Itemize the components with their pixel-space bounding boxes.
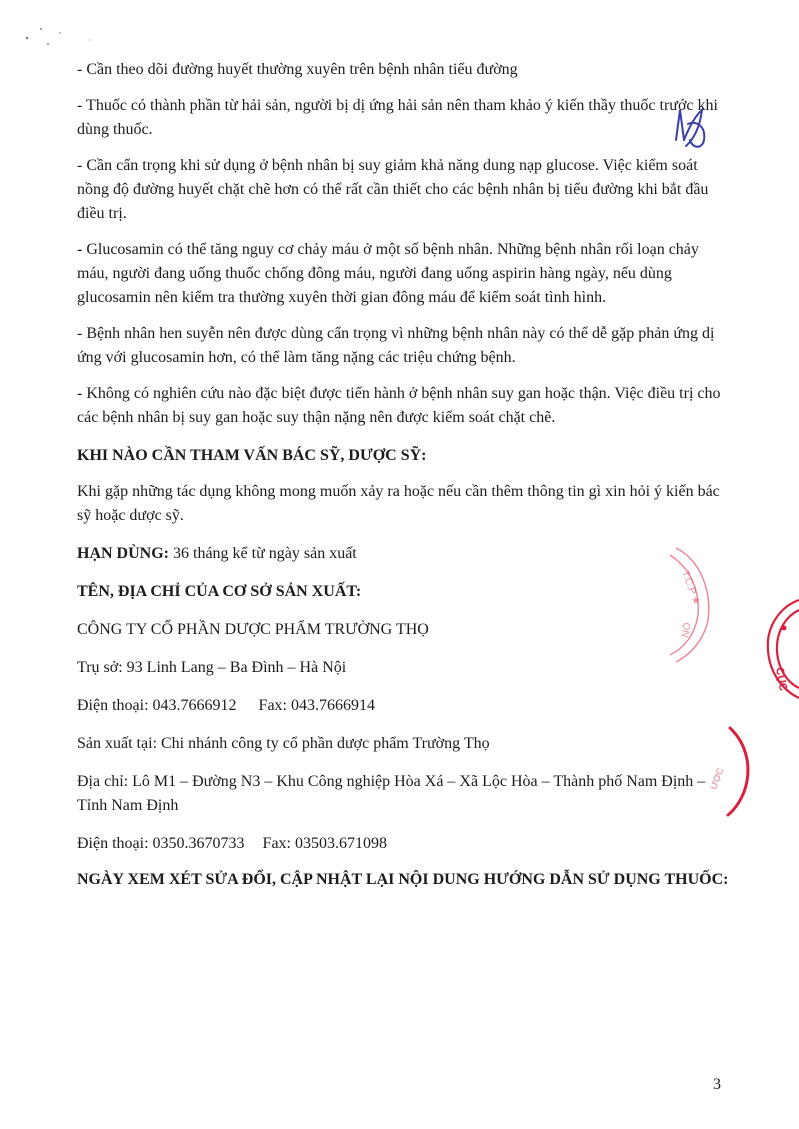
- svg-text:CỤC: CỤC: [773, 666, 790, 693]
- head-office: Trụ sở: 93 Linh Lang – Ba Đình – Hà Nội: [77, 659, 347, 676]
- scan-artifact-dots: [0, 0, 120, 60]
- revision-heading: NGÀY XEM XÉT SỬA ĐỔI, CẬP NHẬT LẠI NỘI DUNG HƯỚNG DẪN SỬ DỤNG THUỐC:: [77, 871, 729, 888]
- precaution-item: - Cần cẩn trọng khi sử dụng ở bệnh nhân bị suy giảm khả năng dung nạp glucose. Việc kiểm soát nồng độ đường huyết chặt chẽ hơn có thể rất cần thiết cho các bệnh nhân bị tiểu đường khi bắt đầu điều trị.: [77, 157, 709, 222]
- document-body: [77, 58, 729, 892]
- fax: Fax: 043.7666914: [258, 697, 375, 714]
- fax2: Fax: 03503.671098: [262, 835, 387, 852]
- official-stamp-text: [773, 626, 789, 693]
- factory-contact-line: [77, 832, 729, 856]
- svg-text:T.C.P ★: T.C.P ★: [679, 569, 702, 607]
- consult-text: Khi gặp những tác dụng không mong muốn xảy ra hoặc nếu cần thêm thông tin gì xin hỏi ý kiến bác sỹ hoặc dược sỹ.: [77, 483, 720, 524]
- manufacturer-heading: TÊN, ĐỊA CHỈ CỦA CƠ SỞ SẢN XUẤT:: [77, 583, 362, 600]
- stamp-edge-stroke: [728, 728, 748, 815]
- page-number: 3: [713, 1076, 721, 1093]
- precaution-item: - Glucosamin có thể tăng nguy cơ chảy máu ở một số bệnh nhân. Những bệnh nhân rối loạn chảy máu, người đang uống thuốc chống đông máu, người đang uống aspirin hàng ngày, nếu dùng glucosamin nên kiểm tra thường xuyên thời gian đông máu để kiểm soát tình hình.: [77, 241, 699, 306]
- factory-address: Địa chỉ: Lô M1 – Đường N3 – Khu Công nghiệp Hòa Xá – Xã Lộc Hòa – Thành phố Nam Định – Tỉnh Nam Định: [77, 773, 706, 814]
- svg-text:ỌN: ỌN: [678, 621, 692, 639]
- svg-text:ƯỢC: ƯỢC: [708, 766, 726, 791]
- precaution-item: - Cần theo dõi đường huyết thường xuyên trên bệnh nhân tiểu đường: [77, 61, 518, 78]
- phone: Điện thoại: 043.7666912: [77, 697, 237, 714]
- precaution-item: - Bệnh nhân hen suyễn nên được dùng cẩn trọng vì những bệnh nhân này có thể dễ gặp phản ứng dị ứng với glucosamin hơn, có thể làm tăng nặng các triệu chứng bệnh.: [77, 325, 715, 366]
- official-stamp: [768, 600, 799, 698]
- precaution-item: - Thuốc có thành phần từ hải sản, người bị dị ứng hải sản nên tham khảo ý kiến thầy thuốc trước khi dùng thuốc.: [77, 97, 718, 138]
- consult-heading: KHI NÀO CẦN THAM VẤN BÁC SỸ, DƯỢC SỸ:: [77, 447, 427, 464]
- shelf-life: [77, 542, 729, 566]
- contact-line: [77, 694, 729, 718]
- production-site: Sản xuất tại: Chi nhánh công ty cổ phần dược phẩm Trường Thọ: [77, 735, 490, 752]
- precaution-item: - Không có nghiên cứu nào đặc biệt được tiến hành ở bệnh nhân suy gan hoặc thận. Việc điều trị cho các bệnh nhân bị suy gan hoặc suy thận nặng nên được kiểm soát chặt chẽ.: [77, 385, 721, 426]
- shelf-life-value: 36 tháng kể từ ngày sản xuất: [169, 545, 357, 562]
- company-name: CÔNG TY CỔ PHẦN DƯỢC PHẨM TRƯỜNG THỌ: [77, 621, 429, 638]
- shelf-life-label: HẠN DÙNG:: [77, 545, 169, 562]
- phone2: Điện thoại: 0350.3670733: [77, 835, 245, 852]
